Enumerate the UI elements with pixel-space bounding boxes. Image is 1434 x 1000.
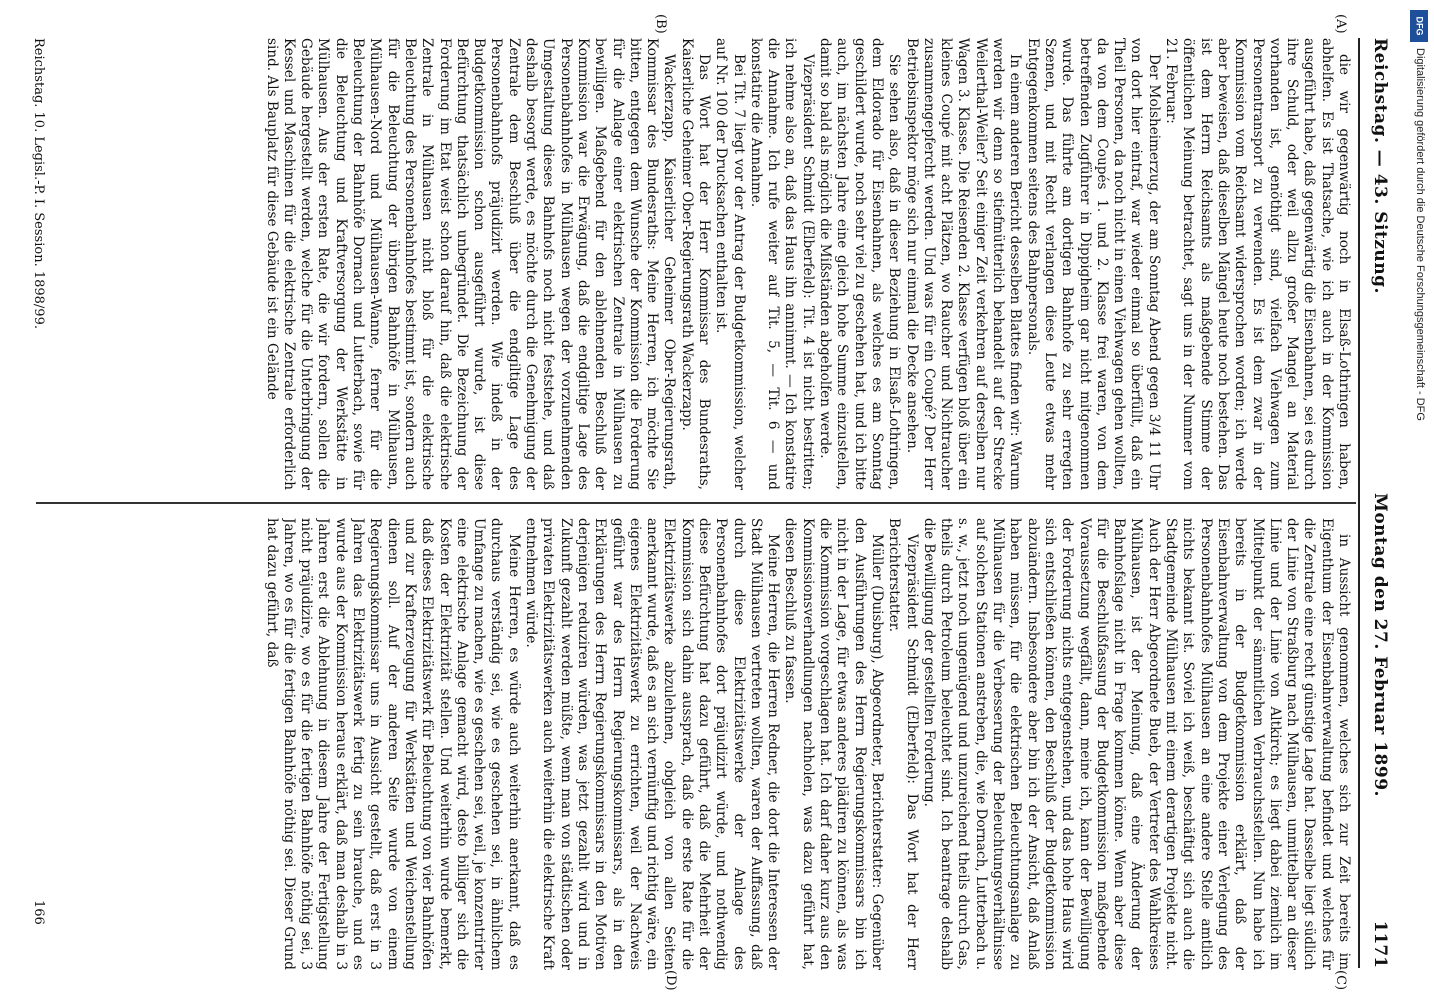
- paragraph: Bei Tit. 7 liegt vor der Antrag der Budgetkommission, welcher auf Nr. 100 der Drucksachen enthalten ist.: [713, 38, 747, 490]
- header-date: Montag den 27. Februar 1899.: [1370, 493, 1390, 797]
- paragraph: Der Molsheimerzug, der am Sonntag Abend gegen 3/4 11 Uhr von dort hier eintraf, war wieder einmal so überfüllt, daß ein Theil Personen, da noch nicht in einen Viehwagen gehen wollten, da von dem Coupés 1. und 2. Klasse frei waren, von dem betreffenden Zugführer in Dippigheim gar nicht mitgenommen wurde. Das führte am dortigen Bahnhofe zu sehr erregten Szenen, und mit Recht verlangen diese Leute etwas mehr Entgegenkommen seitens des Bahnpersonals.: [1024, 38, 1162, 490]
- paragraph: Müller (Duisburg), Abgeordneter, Berichterstatter: Gegenüber den Ausführungen des Herrn Regierungskommissars bin ich nicht in der Lage, für etwas anderes plädiren zu können, als was die Kommission vorgeschlagen hat. Ich darf daher kurz aus den Kommissionsverhandlungen nachholen, was dazu geführt hat, diesen Beschluß zu fassen.: [782, 518, 885, 970]
- dfg-logo-icon: DFG: [1410, 10, 1428, 42]
- paragraph: Sie sehen also, daß in dieser Beziehung in Elsaß-Lothringen, dem Eldorado für Eisenbahnen, als welches es am Sonntag geschildert wurde, noch sehr viel zu geschehen hat, und ich bitte auch, im nächsten Jahre eine gleich hohe Summe einzustellen, damit so bald als möglich die Mißständen abgeholfen werde.: [817, 38, 903, 490]
- column-divider: [36, 502, 1356, 504]
- page-number: 1171: [1370, 920, 1390, 968]
- header-session: Reichstag. — 43. Sitzung.: [1370, 38, 1390, 294]
- digitization-credit: Digitalisierung gefördert durch die Deutsche Forschungsgemeinschaft - DFG: [1414, 48, 1426, 421]
- margin-letter-a: (A): [1333, 14, 1348, 34]
- paragraph: In einem anderen Bericht desselben Blattes finden wir: Warum werden wir denn so stiefmütterlich behandelt auf der Strecke Weilerthal-Weiler? Seit einiger Zeit verkehren auf derselben nur Wagen 3. Klasse. Die Reisenden 2. Klasse verfügen bloß über ein kleines Coupé mit acht Plätzen, wo Raucher und Nichtraucher zusammengepfercht werden. Und was für ein Coupé? Der Herr Betriebsinspektor möge sich nur einmal die Decke ansehen.: [903, 38, 1024, 490]
- text-column-left: [52, 38, 1352, 490]
- paragraph: Meine Herren, die Herren Redner, die dort die Interessen der Stadt Mülhausen vertreten wollten, waren der Auffassung, daß durch diese Elektrizitätswerke der Anlage des Personenbahnhofes dort präjudizirt würde, und nothwendig diese Befürchtung hat dazu geführt, daß die Mehrheit der Kommission sich dahin aussprach, daß die erste Rate für die Elektrizitätswerke abzulehnen, obgleich von allen Seiten anerkannt wurde, daß es an sich vernünftig und richtig wäre, ein eigenes Elektrizitätswerk zu errichten, weil der Nachweis geführt war des Herrn Regierungskommissars, als in den Erklärungen des Herrn Regierungskommissars in den Motiven derjenigen reduziren würden, was jetzt gezahlt wird und in Zukunft gezahlt werden müßte, wenn man von städtischen oder privaten Elektrizitätswerken auch weiterhin die elektrische Kraft entnehmen würde.: [523, 518, 782, 970]
- paragraph: Wackerzapp, Kaiserlicher Geheimer Ober-Regierungsrath, Kommissar des Bundesraths: Meine Herren, ich möchte Sie bitten, entgegen dem Wunsche der Kommission die Forderung für die Anlage einer elektrischen Zentrale in Mülhausen zu bewilligen. Maßgebend für den ablehnenden Beschluß der Kommission war die Erwägung, daß die endgiltige Lage des Personenbahnhofes in Mülhausen wegen der vorzunehmenden Umgestaltung dieses Bahnhofs noch nicht feststehe, und daß deshalb besorgt werde, es möchte durch die Genehmigung der Zentrale dem Beschluß über die endgiltige Lage des Personenbahnhofs präjudizirt werden. Wie indeß in der Budgetkommission schon ausgeführt wurde, ist diese Befürchtung thatsächlich unbegründet. Die Bezeichnung der Forderung im Etat weist schon darauf hin, daß die elektrische Zentrale in Mülhausen nicht bloß für die elektrische Beleuchtung des Personenbahnhofes bestimmt ist, sondern auch für die Beleuchtung der übrigen Bahnhöfe in Mülhausen, Mülhausen-Nord und Mülhausen-Wanne, ferner für die Beleuchtung der Bahnhöfe Dornach und Lutterbach, sowie für die Beleuchtung und Kraftversorgung der Werkstätte in Mülhausen. Aus der ersten Rate, die wir fordern, sollen die Gebäude hergestellt werden, welche für die Unterbringung der Kessel und Maschinen für die elektrische Zentrale erforderlich sind. Als Bauplatz für diese Gebäude ist ein Gelände: [263, 38, 678, 490]
- digitization-sidebar: [1408, 6, 1430, 996]
- footer-session-info: Reichstag. 10. Legisl.-P. I. Session. 1898/99.: [31, 38, 46, 329]
- margin-letter-c: (C): [1333, 970, 1348, 991]
- page-header: [1356, 38, 1400, 968]
- margin-letter-d: (D): [663, 970, 678, 991]
- header-rule: [1358, 38, 1360, 968]
- margin-letter-b: (B): [653, 14, 668, 34]
- paragraph: die wir gegenwärtig noch in Elsaß-Lothringen haben, abhelfen. Es ist Thatsache, wie ich auch in der Kommission ausgeführt habe, daß gegenwärtig die Eisenbahnen, sei es durch ihre Schuld, oder weil allzu großer Mangel an Material vorhanden ist, genöthigt sind, vielfach Viehwagen zum Personentransport zu verwenden. Es ist dem zwar in der Kommission vom Reichsamt widersprochen worden; ich werde aber beweisen, daß dieselben Mängel heute noch bestehen. Das ist dem Herrn Reichsamts als maßgebende Stimme der öffentlichen Meinung betrachtet, sagt uns in der Nummer vom 21. Februar:: [1163, 38, 1352, 490]
- paragraph: Das Wort hat der Herr Kommissar des Bundesraths, Kaiserliche Geheimer Ober-Regierungsrath Wackerzapp.: [678, 38, 713, 490]
- text-column-right: [52, 518, 1352, 970]
- paragraph: in Aussicht genommen, welches sich zur Zeit bereits im Eigenthum der Eisenbahnverwaltung befindet und welches für die Zentrale eine recht günstige Lage hat. Dasselbe liegt südlich der Linie von Straßburg nach Mülhausen, unmittelbar an dieser Linie und der Linie von Altkirch; es liegt dabei ziemlich im Mittelpunkt der sämmtlichen Verbrauchsstellen. Nun habe ich bereits in der Budgetkommission erklärt, daß der Eisenbahnverwaltung von dem Projekte einer Verlegung des Personenbahnhofes Mülhausen an eine andere Stelle amtlich nichts bekannt ist. Soviel ich weiß, beschäftigt sich auch die Stadtgemeinde Mülhausen mit einem derartigen Projekte nicht. Auch der Herr Abgeordnete Bueb, der Vertreter des Wahlkreises Mülhausen, ist der Meinung, daß eine Änderung der Bahnhofslage nicht in Frage kommen könne. Wenn aber diese für die Beschlußfassung der Budgetkommission maßgebende Voraussetzung wegfällt, dann, meine ich, kann der Bewilligung der Forderung nichts entgegenstehen, und das hohe Haus wird sich entschließen können, den Beschluß der Budgetkommission abzuändern. Insbesondere aber bin ich der Ansicht, daß Anlaß haben müssen, für die elektrischen Beleuchtungsanlage zu Mülhausen für die Verbesserung der Beleuchtungsverhältnisse auf solchen Stationen anstreben, die, wie Dornach, Lutterbach u. s. w., jetzt noch ungenügend und unzureichend theils durch Gas, theils durch Petroleum beleuchtet sind. Ich beantrage deshalb die Bewilligung der gestellten Forderung.: [920, 518, 1352, 970]
- paragraph: Vizepräsident Schmidt (Elberfeld): Tit. 4 ist nicht bestritten; ich nehme also an, daß das Haus ihn annimmt. — Ich konstatire die Annahme. Ich rufe weiter auf Tit. 5, — Tit. 6 — und konstatire die Annahme.: [747, 38, 816, 490]
- paragraph: Vizepräsident Schmidt (Elberfeld): Das Wort hat der Herr Berichterstatter.: [886, 518, 920, 970]
- footer-sheet-number: 166: [31, 900, 46, 925]
- paragraph: Meine Herren, es würde auch weiterhin anerkannt, daß es durchaus verständig sei, wie es geschehen sei, in ähnlichem Umfange zu machen, wie es geschehen sei, weil, je konzentrirter eine elektrische Anlage gemacht wird, desto billiger sich die Kosten der Elektrizität stellen. Und weiterhin wurde bemerkt, daß dieses Elektrizitätswerk für Beleuchtung von vier Bahnhöfen und zur Krafterzeugung für Werkstätten und Weichenstellung dienen soll. Auf der anderen Seite wurde von einem Regierungskommissar uns in Aussicht gestellt, daß erst in 3 Jahren das Elektrizitätswerk fertig zu sein brauche, und es wurde aus der Kommission heraus erklärt, daß man deshalb in 3 Jahren erst die Ablehnung in diesem Jahre der Fertigstellung nicht präjudizire, wo es für die fertigen Bahnhöfe nöthig sei, 3 Jahren, wo es für die fertigen Bahnhöfe nöthig sei. Dieser Grund hat dazu geführt, daß: [263, 518, 522, 970]
